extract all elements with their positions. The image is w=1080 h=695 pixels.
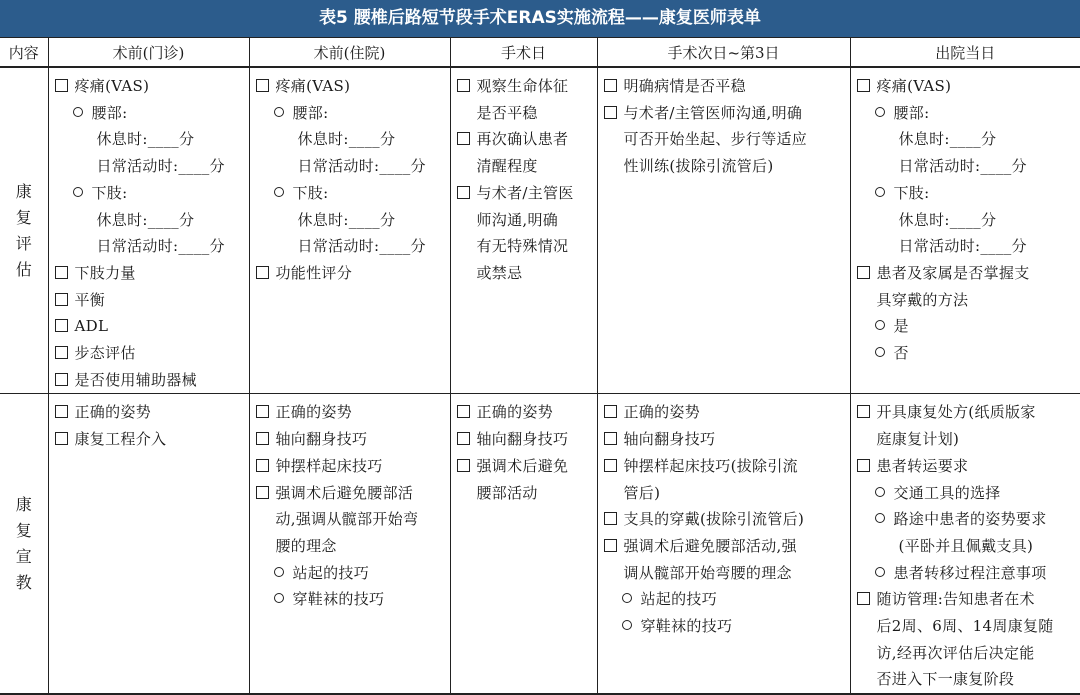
header-row <box>0 38 1080 68</box>
sub-item-text <box>857 207 1079 234</box>
checkbox[interactable] <box>256 405 269 418</box>
checkbox-label: 步态评估 <box>75 340 136 367</box>
item-text: 可否开始坐起、步行等适应 <box>624 130 808 148</box>
item-text: 管后) <box>624 484 661 502</box>
radio-label: 否 <box>894 340 909 367</box>
checkbox[interactable] <box>604 539 617 552</box>
radio-option <box>55 180 247 207</box>
row-label-text <box>0 492 48 596</box>
checkbox-label: 正确的姿势 <box>477 399 554 426</box>
item-text: 访,经再次评估后决定能 <box>877 644 1035 662</box>
checkbox[interactable] <box>604 459 617 472</box>
item-text: 休息时:____分 <box>97 211 195 229</box>
row-label-char: 估 <box>0 257 48 283</box>
radio-label: 站起的技巧 <box>293 560 370 587</box>
checkbox-label: 疼痛(VAS) <box>276 73 351 100</box>
header-postop-day1-3: 手术次日~第3日 <box>597 38 850 68</box>
checkbox[interactable] <box>604 79 617 92</box>
cell-assessment-discharge <box>850 67 1080 394</box>
cell-content <box>49 68 249 393</box>
checkbox-item <box>604 399 848 426</box>
table-title: 表5 腰椎后路短节段手术ERAS实施流程——康复医师表单 <box>0 0 1080 37</box>
checkbox[interactable] <box>256 79 269 92</box>
item-text: 是否平稳 <box>477 104 538 122</box>
checkbox[interactable] <box>256 486 269 499</box>
radio-option <box>857 313 1079 340</box>
checkbox-label: 强调术后避免 <box>477 453 569 480</box>
item-text: (平卧并且佩戴支具) <box>899 537 1034 555</box>
continuation-text <box>256 506 448 533</box>
checkbox[interactable] <box>857 459 870 472</box>
radio-circle[interactable] <box>875 320 885 330</box>
checkbox[interactable] <box>55 319 68 332</box>
item-text: 师沟通,明确 <box>477 211 559 229</box>
sub-item-text <box>256 126 448 153</box>
row-label-char: 复 <box>0 518 48 544</box>
radio-circle[interactable] <box>274 107 284 117</box>
checkbox[interactable] <box>857 592 870 605</box>
item-text: 庭康复计划) <box>877 430 960 448</box>
checkbox-item <box>55 367 247 394</box>
checkbox-item <box>857 73 1079 100</box>
checkbox[interactable] <box>857 405 870 418</box>
cell-content <box>451 394 597 506</box>
form-table <box>0 37 1080 695</box>
row-label-char: 评 <box>0 231 48 257</box>
checkbox-item <box>256 426 448 453</box>
checkbox-item <box>604 73 848 100</box>
row-label-char: 宣 <box>0 544 48 570</box>
radio-circle[interactable] <box>73 187 83 197</box>
radio-label: 是 <box>894 313 909 340</box>
checkbox[interactable] <box>457 132 470 145</box>
radio-circle[interactable] <box>875 347 885 357</box>
cell-education-discharge <box>850 394 1080 694</box>
checkbox-label: 轴向翻身技巧 <box>624 426 716 453</box>
checkbox-label: 正确的姿势 <box>75 399 152 426</box>
checkbox-label: 强调术后避免腰部活 <box>276 480 414 507</box>
sub-item-text <box>857 533 1079 560</box>
sub-item-text <box>55 126 247 153</box>
checkbox[interactable] <box>55 346 68 359</box>
cell-assessment-surgery-day <box>450 67 597 394</box>
checkbox-item <box>55 426 247 453</box>
radio-circle[interactable] <box>622 620 632 630</box>
item-text: 或禁忌 <box>477 264 523 282</box>
checkbox-label: 平衡 <box>75 287 106 314</box>
item-text: 清醒程度 <box>477 157 538 175</box>
radio-label: 下肢: <box>293 180 329 207</box>
continuation-text <box>857 287 1079 314</box>
sub-item-text <box>256 233 448 260</box>
checkbox-item <box>55 73 247 100</box>
checkbox[interactable] <box>256 459 269 472</box>
continuation-text <box>457 207 595 234</box>
radio-option <box>857 340 1079 367</box>
checkbox-item <box>857 260 1079 287</box>
header-content: 内容 <box>0 38 48 68</box>
checkbox[interactable] <box>55 432 68 445</box>
cell-content <box>598 68 850 180</box>
checkbox-label: 疼痛(VAS) <box>75 73 150 100</box>
checkbox-label: 轴向翻身技巧 <box>276 426 368 453</box>
checkbox-item <box>55 287 247 314</box>
checkbox-label: 是否使用辅助器械 <box>75 367 197 394</box>
cell-content <box>49 394 249 452</box>
cell-content <box>598 394 850 639</box>
sub-item-text <box>857 126 1079 153</box>
item-text: 性训练(拔除引流管后) <box>624 157 774 175</box>
item-text: 休息时:____分 <box>298 211 396 229</box>
checkbox-label: 钟摆样起床技巧 <box>276 453 383 480</box>
checkbox-item <box>256 399 448 426</box>
sub-item-text <box>55 153 247 180</box>
checkbox-item <box>256 260 448 287</box>
checkbox[interactable] <box>55 405 68 418</box>
radio-circle[interactable] <box>875 187 885 197</box>
radio-label: 下肢: <box>92 180 128 207</box>
checkbox-label: 强调术后避免腰部活动,强 <box>624 533 797 560</box>
checkbox-label: 轴向翻身技巧 <box>477 426 569 453</box>
radio-circle[interactable] <box>73 107 83 117</box>
row-label-char: 康 <box>0 179 48 205</box>
radio-label: 患者转移过程注意事项 <box>894 560 1047 587</box>
item-text: 休息时:____分 <box>899 211 997 229</box>
continuation-text <box>857 613 1079 640</box>
checkbox[interactable] <box>604 432 617 445</box>
item-text: 日常活动时:____分 <box>298 237 426 255</box>
radio-circle[interactable] <box>274 593 284 603</box>
cell-education-postop <box>597 394 850 694</box>
row-label-text <box>0 179 48 283</box>
radio-option <box>256 560 448 587</box>
item-text: 日常活动时:____分 <box>899 157 1027 175</box>
continuation-text <box>857 426 1079 453</box>
checkbox-item <box>55 260 247 287</box>
radio-option <box>857 480 1079 507</box>
checkbox-item <box>857 586 1079 613</box>
checkbox-item <box>604 506 848 533</box>
continuation-text <box>604 126 848 153</box>
cell-content <box>851 68 1080 367</box>
radio-label: 交通工具的选择 <box>894 480 1001 507</box>
cell-content <box>250 394 450 613</box>
checkbox-label: 再次确认患者 <box>477 126 569 153</box>
item-text: 日常活动时:____分 <box>899 237 1027 255</box>
checkbox[interactable] <box>55 373 68 386</box>
item-text: 后2周、6周、14周康复随 <box>877 617 1054 635</box>
radio-label: 路途中患者的姿势要求 <box>894 506 1047 533</box>
checkbox-item <box>256 73 448 100</box>
checkbox-item <box>256 453 448 480</box>
checkbox[interactable] <box>457 405 470 418</box>
checkbox-label: 正确的姿势 <box>276 399 353 426</box>
item-text: 休息时:____分 <box>899 130 997 148</box>
checkbox[interactable] <box>256 266 269 279</box>
checkbox-label: 功能性评分 <box>276 260 353 287</box>
checkbox-label: 患者转运要求 <box>877 453 969 480</box>
cell-assessment-preop-inpatient <box>249 67 450 394</box>
row-label-char: 康 <box>0 492 48 518</box>
continuation-text <box>604 560 848 587</box>
item-text: 具穿戴的方法 <box>877 291 969 309</box>
sub-item-text <box>256 207 448 234</box>
cell-content <box>851 394 1080 693</box>
radio-option <box>55 100 247 127</box>
checkbox[interactable] <box>457 79 470 92</box>
checkbox[interactable] <box>55 266 68 279</box>
item-text: 有无特殊情况 <box>477 237 569 255</box>
item-text: 腰的理念 <box>276 537 337 555</box>
checkbox-label: 明确病情是否平稳 <box>624 73 746 100</box>
radio-circle[interactable] <box>875 513 885 523</box>
checkbox-label: 与术者/主管医 <box>477 180 574 207</box>
item-text: 动,强调从髋部开始弯 <box>276 510 419 528</box>
sub-item-text <box>857 233 1079 260</box>
checkbox[interactable] <box>604 405 617 418</box>
checkbox[interactable] <box>55 79 68 92</box>
checkbox-label: 随访管理:告知患者在术 <box>877 586 1035 613</box>
checkbox-label: 正确的姿势 <box>624 399 701 426</box>
checkbox-label: 患者及家属是否掌握支 <box>877 260 1030 287</box>
sub-item-text <box>55 207 247 234</box>
header-discharge-day: 出院当日 <box>850 38 1080 68</box>
sub-item-text <box>55 233 247 260</box>
checkbox[interactable] <box>857 266 870 279</box>
cell-assessment-postop <box>597 67 850 394</box>
checkbox-item <box>55 399 247 426</box>
checkbox-item <box>457 126 595 153</box>
row-label-char: 复 <box>0 205 48 231</box>
cell-education-preop-inpatient <box>249 394 450 694</box>
checkbox-label: 疼痛(VAS) <box>877 73 952 100</box>
radio-option <box>256 180 448 207</box>
radio-option <box>604 613 848 640</box>
continuation-text <box>604 480 848 507</box>
checkbox[interactable] <box>457 186 470 199</box>
checkbox-item <box>857 453 1079 480</box>
radio-option <box>857 560 1079 587</box>
sub-item-text <box>857 153 1079 180</box>
checkbox-label: 观察生命体征 <box>477 73 569 100</box>
item-text: 否进入下一康复阶段 <box>877 670 1015 688</box>
header-preop-inpatient: 术前(住院) <box>249 38 450 68</box>
header-preop-clinic: 术前(门诊) <box>48 38 249 68</box>
continuation-text <box>457 233 595 260</box>
item-text: 日常活动时:____分 <box>97 157 225 175</box>
item-text: 日常活动时:____分 <box>97 237 225 255</box>
radio-circle[interactable] <box>274 567 284 577</box>
continuation-text <box>457 153 595 180</box>
checkbox-item <box>457 426 595 453</box>
radio-label: 站起的技巧 <box>641 586 718 613</box>
continuation-text <box>256 533 448 560</box>
item-text: 日常活动时:____分 <box>298 157 426 175</box>
checkbox-item <box>55 340 247 367</box>
radio-circle[interactable] <box>875 487 885 497</box>
checkbox[interactable] <box>457 432 470 445</box>
row-label-assessment <box>0 67 48 394</box>
checkbox-item <box>55 313 247 340</box>
checkbox-item <box>256 480 448 507</box>
checkbox[interactable] <box>256 432 269 445</box>
checkbox[interactable] <box>857 79 870 92</box>
continuation-text <box>457 100 595 127</box>
checkbox[interactable] <box>604 106 617 119</box>
item-text: 休息时:____分 <box>298 130 396 148</box>
row-label-char: 教 <box>0 570 48 596</box>
checkbox-item <box>457 399 595 426</box>
radio-option <box>857 100 1079 127</box>
checkbox-label: 与术者/主管医师沟通,明确 <box>624 100 803 127</box>
cell-content <box>451 68 597 287</box>
radio-label: 穿鞋袜的技巧 <box>641 613 733 640</box>
radio-label: 下肢: <box>894 180 930 207</box>
cell-assessment-preop-clinic <box>48 67 249 394</box>
radio-option <box>604 586 848 613</box>
continuation-text <box>457 480 595 507</box>
checkbox-item <box>457 453 595 480</box>
radio-label: 腰部: <box>293 100 329 127</box>
checkbox[interactable] <box>55 293 68 306</box>
radio-circle[interactable] <box>274 187 284 197</box>
row-label-education <box>0 394 48 694</box>
checkbox-item <box>457 73 595 100</box>
continuation-text <box>857 666 1079 693</box>
checkbox-label: 下肢力量 <box>75 260 136 287</box>
radio-circle[interactable] <box>622 593 632 603</box>
radio-option <box>256 100 448 127</box>
checkbox-item <box>604 453 848 480</box>
checkbox-label: 康复工程介入 <box>75 426 167 453</box>
rehab-education-row <box>0 394 1080 694</box>
cell-content <box>250 68 450 287</box>
item-text: 休息时:____分 <box>97 130 195 148</box>
continuation-text <box>457 260 595 287</box>
checkbox-item <box>604 426 848 453</box>
checkbox-item <box>857 399 1079 426</box>
radio-label: 腰部: <box>894 100 930 127</box>
radio-option <box>857 506 1079 533</box>
rehab-assessment-row <box>0 67 1080 394</box>
cell-education-surgery-day <box>450 394 597 694</box>
checkbox-item <box>604 533 848 560</box>
continuation-text <box>604 153 848 180</box>
radio-option <box>857 180 1079 207</box>
sub-item-text <box>256 153 448 180</box>
radio-option <box>256 586 448 613</box>
radio-label: 穿鞋袜的技巧 <box>293 586 385 613</box>
checkbox-label: ADL <box>75 313 109 340</box>
radio-label: 腰部: <box>92 100 128 127</box>
item-text: 调从髋部开始弯腰的理念 <box>624 564 792 582</box>
checkbox-label: 开具康复处方(纸质版家 <box>877 399 1036 426</box>
cell-education-preop-clinic <box>48 394 249 694</box>
checkbox[interactable] <box>457 459 470 472</box>
checkbox-label: 支具的穿戴(拔除引流管后) <box>624 506 805 533</box>
checkbox-item <box>457 180 595 207</box>
item-text: 腰部活动 <box>477 484 538 502</box>
radio-circle[interactable] <box>875 107 885 117</box>
header-surgery-day: 手术日 <box>450 38 597 68</box>
checkbox-item <box>604 100 848 127</box>
checkbox[interactable] <box>604 512 617 525</box>
checkbox-label: 钟摆样起床技巧(拔除引流 <box>624 453 798 480</box>
continuation-text <box>857 640 1079 667</box>
radio-circle[interactable] <box>875 567 885 577</box>
